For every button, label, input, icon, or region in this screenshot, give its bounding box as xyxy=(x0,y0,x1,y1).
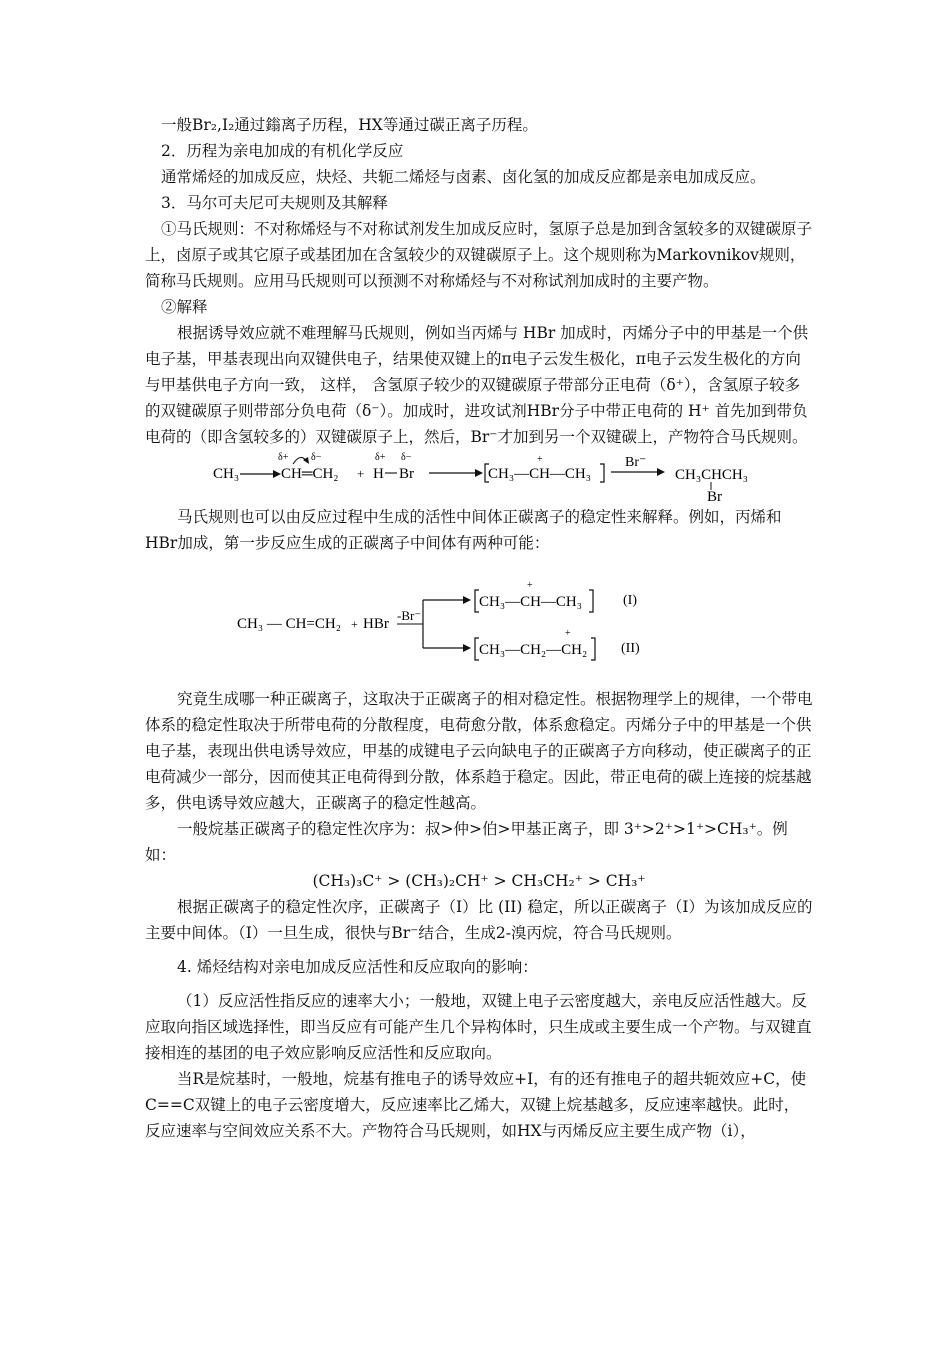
paragraph-conclusion: 根据正碳离子的稳定性次序，正碳离子（I）比 (II) 稳定，所以正碳离子（I）为该加成反应的主要中间体。（I）一旦生成，很快与Br⁻结合，生成2-溴丙烷，符合马氏规则。 xyxy=(145,898,813,942)
s2-reactant: CH₃ — CH=CH₂ xyxy=(237,616,341,632)
s2-label-1: (I) xyxy=(623,593,637,608)
paragraph-order: 一般烷基正碳离子的稳定性次序为：叔>仲>伯>甲基正离子，即 3⁺>2⁺>1⁺>CH₃⁺。例如： xyxy=(145,820,788,864)
s2-reagent: HBr xyxy=(363,616,389,632)
paragraph-1: 一般Br₂,I₂通过鎓离子历程，HX等通过碳正离子历程。 xyxy=(161,116,538,134)
s1-br: Br xyxy=(399,466,414,482)
s1-product-br: Br xyxy=(707,489,722,504)
paragraph-induction: 根据诱导效应就不难理解马氏规则，例如当丙烯与 HBr 加成时，丙烯分子中的甲基是一个供电子基，甲基表现出向双键供电子，结果使双键上的π电子云发生极化，π电子云发生极化的方向与甲基供电子方向一致， 这样， 含氢原子较少的双键碳原子带部分正电荷（δ⁺），含氢原子较多的双键碳原子则带部分负电荷（δ⁻）。加成时，进攻试剂HBr分子中带正电荷的 H⁺ 首先加到带负电荷的（即含氢较多的）双键碳原子上，然后，Br⁻才加到另一个双键碳上，产物符合马氏规则。 xyxy=(145,324,809,446)
heading-3: 3．马尔可夫尼可夫规则及其解释 xyxy=(161,194,388,212)
reaction-scheme-2-svg xyxy=(145,562,813,686)
paragraph-alkyl: 当R是烷基时，一般地，烷基有推电子的诱导效应+I，有的还有推电子的超共轭效应+C，使C==C双键上的电子云密度增大，反应速率比乙烯大，双键上烷基越多，反应速率越快。此时，反应速率与空间效应关系不大。产物符合马氏规则，如HX与丙烯反应主要生成产物（i）， xyxy=(145,1070,807,1140)
s1-delta-plus-1: δ+ xyxy=(278,452,289,463)
s1-reagent: Br⁻ xyxy=(625,455,647,470)
paragraph-markovnikov-rule: ①马氏规则：不对称烯烃与不对称试剂发生加成反应时，氢原子总是加到含氢较多的双键碳原子上，卤原子或其它原子或基团加在含氢较少的双键碳原子上。这个规则称为Markovnikov规则，简称马氏规则。应用马氏规则可以预测不对称烯烃与不对称试剂加成时的主要产物。 xyxy=(145,220,813,290)
reaction-scheme-2 xyxy=(145,562,813,686)
s2-plus: + xyxy=(351,617,358,631)
paragraph-reactivity: （1）反应活性指反应的速率大小；一般地，双键上电子云密度越大，亲电反应活性越大。反应取向指区域选择性，即当反应有可能产生几个异构体时，只生成或主要生成一个产物。与双键直接相连的基团的电子效应影响反应活性和反应取向。 xyxy=(145,992,812,1062)
paragraph-carbocation-intro: 马氏规则也可以由反应过程中生成的活性中间体正碳离子的稳定性来解释。例如，丙烯和HBr加成，第一步反应生成的正碳离子中间体有两种可能： xyxy=(145,508,782,552)
heading-2: 2．历程为亲电加成的有机化学反应 xyxy=(161,142,404,160)
s1-delta-minus-2: δ− xyxy=(401,452,412,463)
stability-equation: (CH₃)₃C⁺ > (CH₃)₂CH⁺ > CH₃CH₂⁺ > CH₃⁺ xyxy=(312,872,646,890)
s2-loss: -Br⁻ xyxy=(397,608,422,623)
s1-alkene: CH═CH₂ xyxy=(281,466,339,482)
reaction-scheme-1 xyxy=(145,450,813,504)
s1-plus: + xyxy=(357,466,365,481)
s2-charge-1: + xyxy=(527,580,533,591)
heading-explanation: ②解释 xyxy=(161,298,208,316)
s2-label-2: (II) xyxy=(621,641,640,656)
s2-cation-2: CH₃—CH₂—CH₂ xyxy=(479,642,588,658)
s1-delta-minus-1: δ− xyxy=(311,452,322,463)
s1-charge: + xyxy=(537,454,543,465)
s1-delta-plus-2: δ+ xyxy=(375,452,386,463)
reaction-scheme-1-svg xyxy=(145,450,813,504)
s1-ch3: CH₃ xyxy=(213,466,240,482)
s1-h: H xyxy=(373,466,384,482)
heading-4: 4. 烯烃结构对亲电加成反应活性和反应取向的影响： xyxy=(177,958,538,976)
document-page xyxy=(145,112,813,1144)
s2-cation-1: CH₃—CH—CH₃ xyxy=(479,594,582,610)
s2-charge-2: + xyxy=(565,628,571,639)
s1-product: CH₃CHCH₃ xyxy=(675,467,748,483)
paragraph-stability: 究竟生成哪一种正碳离子，这取决于正碳离子的相对稳定性。根据物理学上的规律，一个带电体系的稳定性取决于所带电荷的分散程度，电荷愈分散，体系愈稳定。丙烯分子中的甲基是一个供电子基，表现出供电诱导效应，甲基的成键电子云向缺电子的正碳离子方向移动，使正碳离子的正电荷减少一部分，因而使其正电荷得到分散，体系趋于稳定。因此，带正电荷的碳上连接的烷基越多，供电诱导效应越大，正碳离子的稳定性越高。 xyxy=(145,690,813,812)
s1-cation: CH₃—CH—CH₃ xyxy=(488,466,591,482)
paragraph-3: 通常烯烃的加成反应，炔烃、共轭二烯烃与卤素、卤化氢的加成反应都是亲电加成反应。 xyxy=(161,168,766,186)
